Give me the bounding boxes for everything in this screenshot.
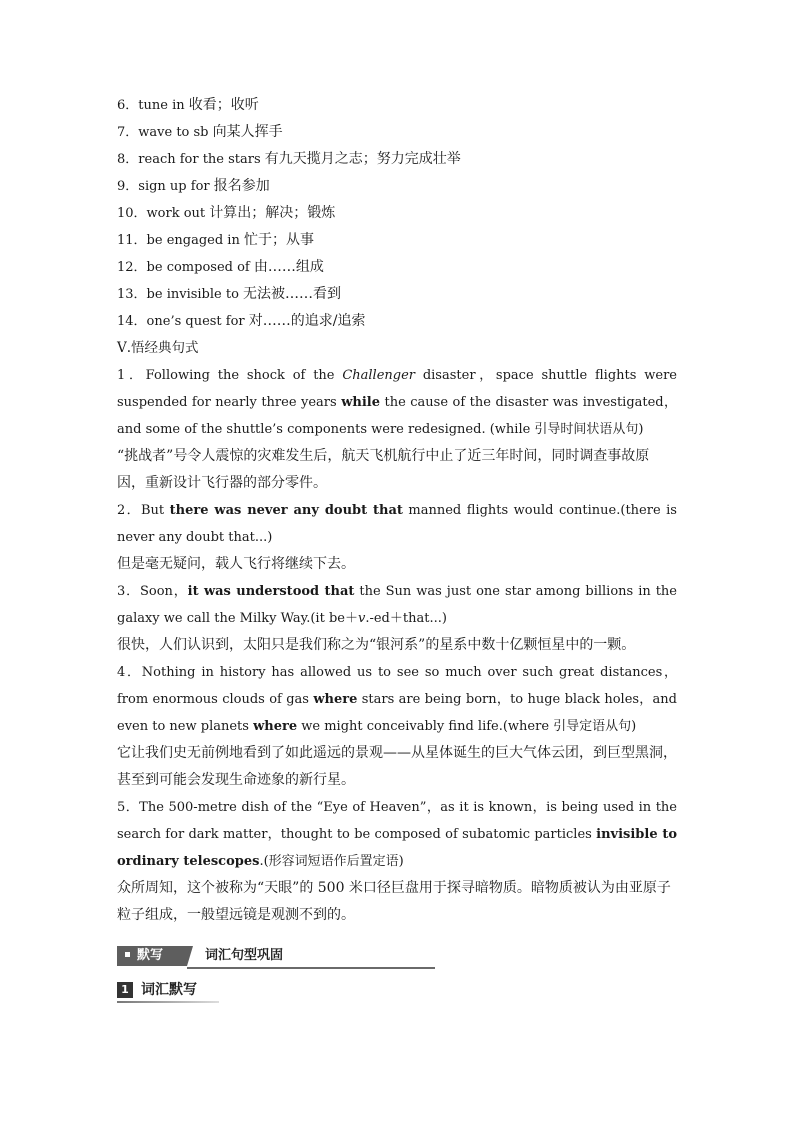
phrase-item	[117, 92, 677, 119]
phrase-num: 6．	[117, 98, 139, 113]
phrase-zh: 无法被……看到	[243, 286, 342, 302]
phrase-zh: 向某人挥手	[212, 124, 283, 140]
subheading-label: 词汇默写	[141, 982, 197, 998]
key-phrase: while	[341, 395, 380, 410]
phrase-zh: 忙于；从事	[243, 232, 314, 248]
sentence-number: 5．	[117, 800, 140, 815]
key-phrase: where	[313, 692, 358, 707]
sentence-1: 1．Following the shock of the Challenger disaster，space shuttle flights were suspended for nearly three years while the cause of the disaster was investigated， and some of the shuttle’s components were redesigned. (while 引导时间状语从句) “挑战者”号令人震惊的灾难发生后，航天飞机航行中止了近三年时间，同时调查事故原因，重新设计飞行器的部分零件。	[117, 362, 677, 497]
sentence-5: 5．The 500-metre dish of the “Eye of Heaven”，as it is known，is being used in the search for dark matter，thought to be composed of subatomic particles invisible to ordinary telescopes.(形容词短语作后置定语) 众所周知，这个被称为“天眼”的 500 米口径巨盘用于探寻暗物质。暗物质被认为由亚原子粒子组成，一般望远镜是观测不到的。	[117, 794, 677, 929]
key-phrase: where	[253, 719, 298, 734]
key-phrase: it was understood that	[187, 584, 355, 599]
sentence-translation: 众所周知，这个被称为“天眼”的 500 米口径巨盘用于探寻暗物质。暗物质被认为由亚原子粒子组成，一般望远镜是观测不到的。	[117, 880, 671, 923]
sentence-translation: 但是毫无疑问，载人飞行将继续下去。	[117, 556, 355, 572]
subheading-number-badge: 1	[117, 982, 133, 998]
subheading-underline	[117, 1001, 219, 1003]
section-banner	[117, 944, 435, 968]
phrase-zh: 对……的追求/追索	[248, 313, 366, 329]
phrase-zh: 有九天揽月之志；努力完成壮举	[264, 151, 461, 167]
phrase-num: 7．	[117, 125, 139, 140]
phrase-zh: 收看；收听	[188, 97, 259, 113]
phrase-num: 11．	[117, 233, 147, 248]
sentence-translation: “挑战者”号令人震惊的灾难发生后，航天飞机航行中止了近三年时间，同时调查事故原因，重新设计飞行器的部分零件。	[117, 448, 650, 491]
phrase-item	[117, 254, 677, 281]
banner-tag: 默写	[117, 946, 187, 966]
sentence-translation: 很快，人们认识到，太阳只是我们称之为“银河系”的星系中数十亿颗恒星中的一颗。	[117, 637, 636, 653]
phrase-num: 13．	[117, 287, 147, 302]
phrase-en: be engaged in	[146, 233, 244, 248]
phrase-num: 10．	[117, 206, 147, 221]
sentence-number: 2．	[117, 503, 141, 518]
phrase-en: reach for the stars	[138, 152, 265, 167]
banner-underline	[187, 967, 435, 969]
key-phrase: invisible to ordinary telescopes	[117, 827, 678, 869]
sentence-number: 3．	[117, 584, 140, 599]
phrase-zh: 计算出；解决；锻炼	[209, 205, 336, 221]
phrase-num: 12．	[117, 260, 147, 275]
banner-divider	[187, 946, 193, 966]
document-body	[117, 92, 677, 929]
sentence-translation: 它让我们史无前例地看到了如此遥远的景观——从星体诞生的巨大气体云团，到巨型黑洞，甚至到可能会发现生命迹象的新行星。	[117, 745, 677, 788]
sentence-4: 4．Nothing in history has allowed us to see so much over such great distances，from enormous clouds of gas where stars are being born，to huge black holes，and even to new planets where we might conceivably find life.(where 引导定语从句) 它让我们史无前例地看到了如此遥远的景观——从星体诞生的巨大气体云团，到巨型黑洞，甚至到可能会发现生命迹象的新行星。	[117, 659, 677, 794]
key-phrase: there was never any doubt that	[169, 503, 403, 518]
phrase-item	[117, 281, 677, 308]
phrase-en: wave to sb	[138, 125, 213, 140]
phrase-num: 8．	[117, 152, 139, 167]
phrase-item	[117, 146, 677, 173]
sentence-number: 4．	[117, 665, 142, 680]
phrase-en: sign up for	[138, 179, 214, 194]
phrase-zh: 由……组成	[253, 259, 324, 275]
sentence-number: 1．	[117, 368, 146, 383]
phrase-item	[117, 173, 677, 200]
phrase-item	[117, 200, 677, 227]
phrase-num: 9．	[117, 179, 139, 194]
sentence-3: 3．Soon，it was understood that the Sun was just one star among billions in the galaxy we call the Milky Way.(it be＋v.-ed＋that...) 很快，人们认识到，太阳只是我们称之为“银河系”的星系中数十亿颗恒星中的一颗。	[117, 578, 677, 659]
phrase-item	[117, 119, 677, 146]
subheading	[117, 980, 219, 1002]
phrase-zh: 报名参加	[213, 178, 270, 194]
phrase-en: be composed of	[146, 260, 254, 275]
banner-title: 词汇句型巩固	[205, 948, 284, 963]
phrase-list	[117, 92, 677, 335]
section-title: Ⅴ.悟经典句式	[117, 340, 199, 356]
phrase-en: one’s quest for	[146, 314, 249, 329]
phrase-en: tune in	[138, 98, 189, 113]
phrase-item	[117, 227, 677, 254]
sentence-2: 2．But there was never any doubt that manned flights would continue.(there is never any doubt that...) 但是毫无疑问，载人飞行将继续下去。	[117, 497, 677, 578]
phrase-item	[117, 308, 677, 335]
phrase-num: 14．	[117, 314, 147, 329]
square-bullet-icon	[125, 952, 130, 957]
phrase-en: work out	[146, 206, 210, 221]
phrase-en: be invisible to	[146, 287, 244, 302]
